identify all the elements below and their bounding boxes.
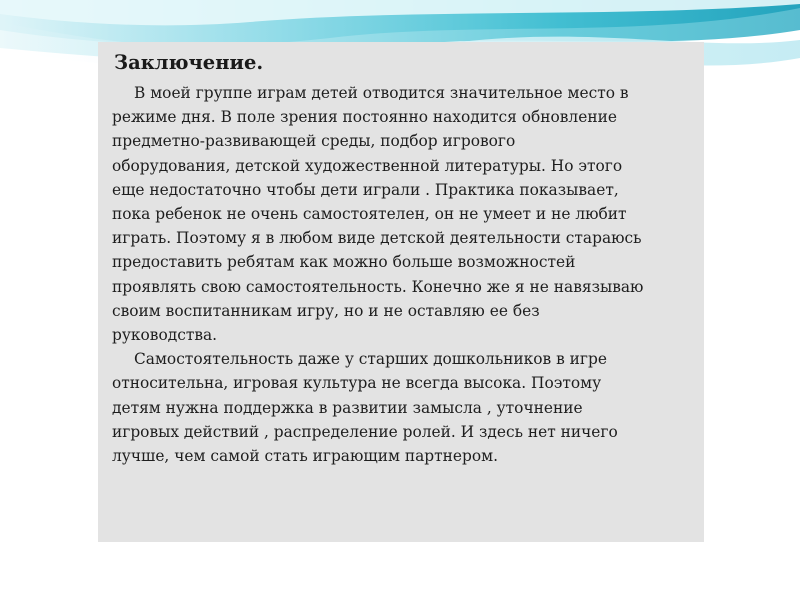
text-line: предметно-развивающей среды, подбор игрового (112, 132, 516, 151)
text-line: режиме дня. В поле зрения постоянно находится обновление (112, 108, 617, 127)
text-line: предоставить ребятам как можно больше возможностей (112, 253, 576, 272)
text-line: Самостоятельность даже у старших дошкольников в игре (134, 350, 607, 369)
paragraph-2 (112, 347, 700, 468)
paragraph-1 (112, 81, 700, 347)
slide-title: Заключение. (114, 51, 264, 74)
text-line: руководства. (112, 326, 218, 345)
text-line: своим воспитанникам игру, но и не оставляю ее без (112, 301, 540, 320)
text-line: пока ребенок не очень самостоятелен, он не умеет и не любит (112, 205, 627, 224)
text-line: играть. Поэтому я в любом виде детской деятельности стараюсь (112, 229, 642, 248)
text-line: относительна, игровая культура не всегда высока. Поэтому (112, 374, 602, 393)
text-line: еще недостаточно чтобы дети играли . Практика показывает, (112, 180, 619, 199)
text-line: В моей группе играм детей отводится значительное место в (134, 84, 629, 102)
text-line: игровых действий , распределение ролей. И здесь нет ничего (112, 422, 618, 441)
text-line: проявлять свою самостоятельность. Конечно же я не навязываю (112, 277, 644, 296)
text-line: лучше, чем самой стать играющим партнером. (112, 447, 498, 466)
content-area (112, 50, 700, 468)
text-line: оборудования, детской художественной литературы. Но этого (112, 156, 623, 175)
text-line: детям нужна поддержка в развитии замысла , уточнение (112, 398, 583, 417)
